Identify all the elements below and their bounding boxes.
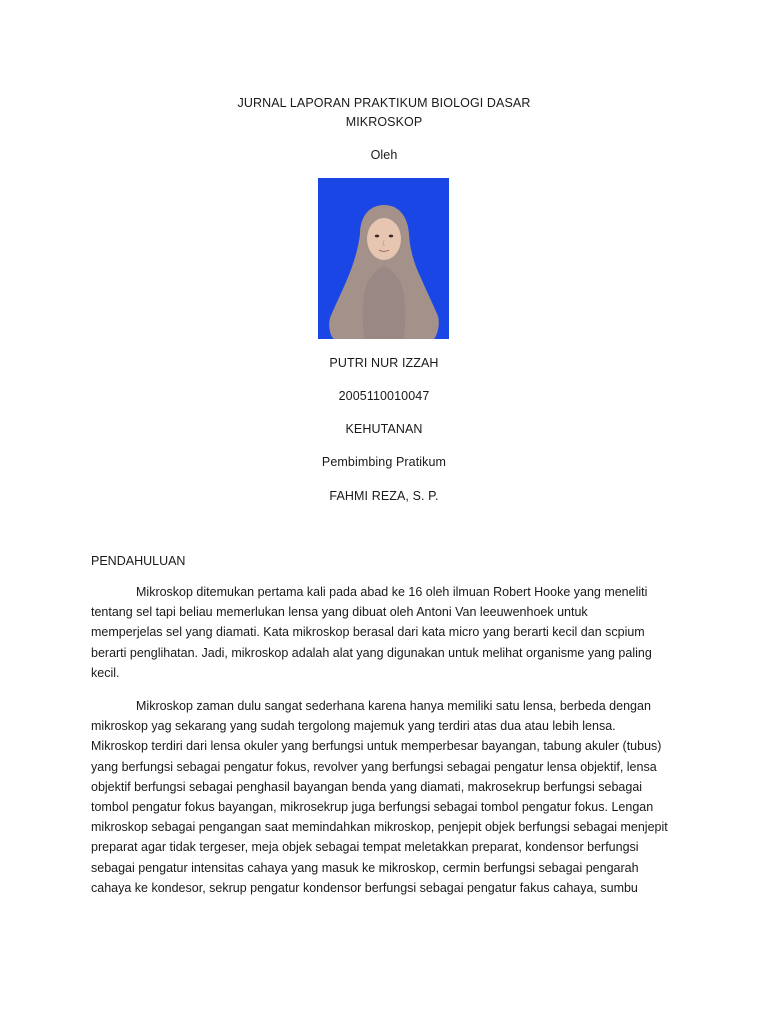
paragraph-line: objektif berfungsi sebagai penghasil bayangan benda yang diamati, makrosekrup berfungsi sebagai (91, 779, 643, 794)
right-eye (389, 235, 393, 238)
paragraph-line: Mikroskop zaman dulu sangat sederhana karena hanya memiliki satu lensa, berbeda dengan (136, 699, 651, 713)
paragraph-line: cahaya ke kondesor, sekrup pengatur kondensor berfungsi sebagai pengatur fakus cahaya, sumbu (91, 880, 638, 895)
department: KEHUTANAN (345, 422, 423, 436)
paragraph-line: tentang sel tapi beliau memerlukan lensa yang dibuat oleh Antoni Van leeuwenhoek untuk (91, 605, 588, 620)
paragraph-line: tombol pengatur fokus bayangan, mikrosekrup juga berfungsi sebagai tombol pengatur fokus. Lengan (91, 800, 654, 815)
paragraph-line: memperjelas sel yang diamati. Kata mikroskop berasal dari kata micro yang berarti kecil dan scpium (91, 625, 645, 640)
paragraph-2 (91, 696, 669, 898)
paragraph-line: kecil. (91, 665, 120, 680)
report-title: JURNAL LAPORAN PRAKTIKUM BIOLOGI DASAR (237, 96, 531, 110)
supervisor-name: FAHMI REZA, S. P. (329, 489, 439, 503)
left-eye (375, 235, 379, 238)
face (367, 218, 401, 260)
report-subtitle: MIKROSKOP (345, 115, 423, 129)
paragraph-line: Mikroskop ditemukan pertama kali pada abad ke 16 oleh ilmuan Robert Hooke yang meneliti (136, 585, 648, 599)
paragraph-line: preparat agar tidak tergeser, meja objek sebagai tempat meletakkan preparat, kondensor berfungsi (91, 840, 639, 855)
author-photo (318, 178, 449, 339)
student-id: 2005110010047 (338, 389, 430, 403)
paragraph-1 (91, 582, 669, 683)
paragraph-line: mikroskop yag sekarang yang sudah tergolong majemuk yang terdiri atas dua atau lebih lensa. (91, 719, 616, 734)
paragraph-line: yang berfungsi sebagai pengatur fokus, revolver yang berfungsi sebagai pengatur lensa objektif, lensa (91, 759, 657, 774)
paragraph-line: mikroskop sebagai pengangan saat memindahkan mikroskop, penjepit objek berfungsi sebagai menjepit (91, 820, 668, 835)
paragraph-line: Mikroskop terdiri dari lensa okuler yang berfungsi untuk memperbesar bayangan, tabung akuler (tubus) (91, 739, 662, 754)
supervisor-label: Pembimbing Pratikum (321, 455, 447, 469)
by-label: Oleh (370, 148, 398, 162)
paragraph-line: sebagai pengatur intensitas cahaya yang masuk ke mikroskop, cermin berfungsi sebagai pengarah (91, 860, 639, 875)
section-heading: PENDAHULUAN (91, 554, 186, 568)
portrait-image (318, 178, 449, 339)
author-name: PUTRI NUR IZZAH (329, 356, 439, 370)
paragraph-line: berarti penglihatan. Jadi, mikroskop adalah alat yang digunakan untuk melihat organisme yang paling (91, 645, 652, 660)
